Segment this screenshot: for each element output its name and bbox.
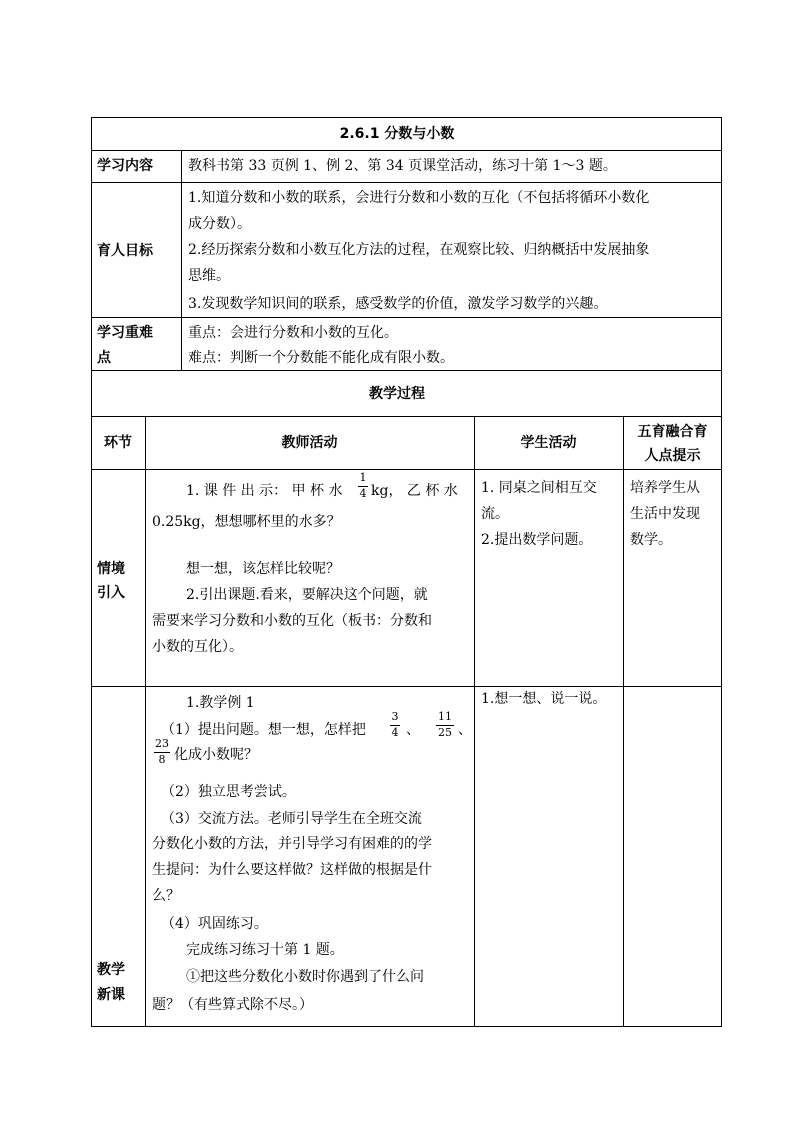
intro-line-3: 想一想，该怎样比较呢？ (186, 561, 340, 577)
new-line-12: 题？（有些算式除不尽。） (152, 997, 313, 1013)
intro-line-1b: kg， 乙 杯 水 (371, 483, 458, 499)
fraction-separator-2: 、 (458, 722, 472, 738)
intro-line-4: 2.引出课题.看来，要解决这个问题，就 (186, 587, 428, 603)
intro-tip-1: 培养学生从 (630, 480, 700, 496)
new-line-3: 化成小数呢？ (174, 747, 258, 763)
intro-student-2: 流。 (481, 506, 509, 522)
intro-tip-3: 数学。 (630, 532, 672, 548)
new-line-5: （3）交流方法。老师引导学生在全班交流 (161, 811, 422, 827)
header-student: 学生活动 (520, 435, 577, 451)
new-line-9: （4）巩固练习。 (161, 916, 268, 932)
fraction-one-quarter-num: 1 (359, 471, 367, 484)
intro-stage-1: 情境 (97, 561, 125, 577)
intro-tip-2: 生活中发现 (630, 506, 700, 522)
header-teacher: 教师活动 (281, 435, 338, 451)
process-title: 教学过程 (369, 386, 425, 402)
goal-line-3: 2.经历探索分数和小数互化方法的过程，在观察比较、归纳概括中发展抽象 (188, 242, 650, 258)
fraction-eleven-25ths-den: 25 (438, 726, 452, 739)
fraction-separator-1: 、 (406, 722, 420, 738)
fraction-three-quarters-num: 3 (391, 710, 399, 723)
header-tips-2: 人点提示 (644, 448, 701, 464)
goal-line-5: 3.发现数学知识间的联系，感受数学的价值，激发学习数学的兴趣。 (188, 296, 608, 312)
key-point: 重点：会进行分数和小数的互化。 (188, 325, 398, 341)
goal-label: 育人目标 (97, 243, 153, 259)
fraction-three-quarters-den: 4 (391, 726, 399, 739)
intro-student-1: 1. 同桌之间相互交 (481, 480, 597, 496)
new-line-4: （2）独立思考尝试。 (161, 784, 296, 800)
goal-line-1: 1.知道分数和小数的联系，会进行分数和小数的互化（不包括将循环小数化 (188, 190, 650, 206)
fraction-23-eighths-den: 8 (158, 753, 166, 766)
new-line-2: （1）提出问题。想一想，怎样把 (161, 722, 366, 738)
key-label-2: 点 (97, 350, 111, 366)
header-tips-1: 五育融合育 (637, 424, 708, 440)
new-line-1: 1.教学例 1 (186, 695, 255, 711)
intro-line-6: 小数的互化）。 (152, 639, 243, 655)
goal-line-4: 思维。 (188, 268, 230, 284)
new-line-6: 分数化小数的方法，并引导学习有困难的的学 (152, 836, 432, 852)
fraction-one-quarter-den: 4 (359, 487, 367, 500)
intro-student-3: 2.提出数学问题。 (481, 532, 593, 548)
intro-stage-2: 引入 (97, 585, 125, 601)
new-line-8: 么？ (152, 888, 180, 904)
fraction-eleven-25ths-num: 11 (438, 710, 452, 723)
key-label-1: 学习重难 (97, 325, 153, 341)
content-text: 教科书第 33 页例 1、例 2、第 34 页课堂活动，练习十第 1～3 题。 (188, 158, 617, 174)
intro-line-1a: 1. 课 件 出 示： 甲 杯 水 (186, 483, 343, 499)
new-line-7: 生提问：为什么要这样做？这样做的根据是什 (152, 862, 432, 878)
goal-line-2: 成分数）。 (188, 216, 251, 232)
new-student-1: 1.想一想、说一说。 (481, 691, 607, 707)
content-label: 学习内容 (97, 158, 153, 174)
new-line-10: 完成练习练习十第 1 题。 (186, 942, 344, 958)
header-stage: 环节 (104, 435, 132, 451)
lesson-title: 2.6.1 分数与小数 (339, 126, 455, 142)
new-stage-1: 教学 (97, 962, 125, 978)
difficult-point: 难点：判断一个分数能不能化成有限小数。 (188, 350, 454, 366)
new-stage-2: 新课 (97, 987, 125, 1003)
new-line-11: ①把这些分数化小数时你遇到了什么问 (186, 969, 424, 985)
intro-line-2: 0.25kg，想想哪杯里的水多？ (152, 514, 341, 530)
fraction-23-eighths-num: 23 (155, 737, 169, 750)
intro-line-5: 需要来学习分数和小数的互化（板书：分数和 (152, 613, 432, 629)
